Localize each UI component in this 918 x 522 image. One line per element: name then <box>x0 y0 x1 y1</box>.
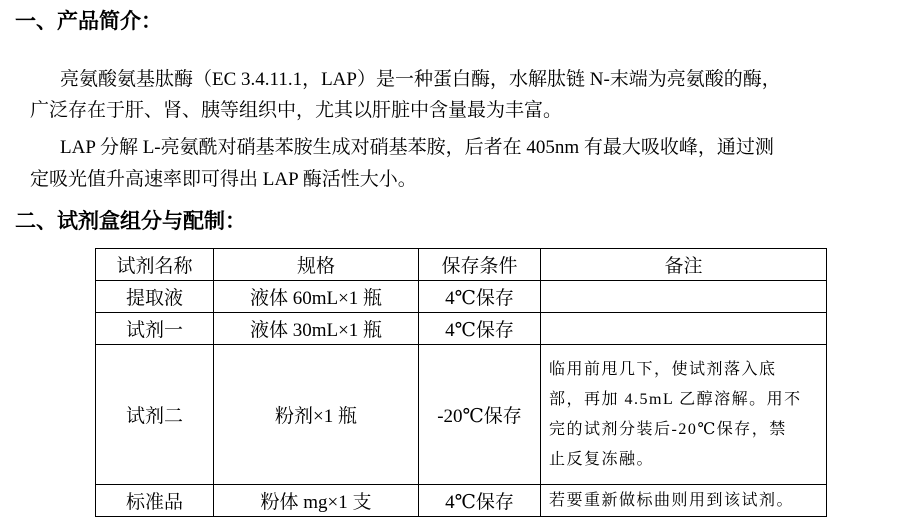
table-cell-spec: 粉体 mg×1 支 <box>214 485 419 517</box>
intro-paragraph-line: 定吸光值升高速率即可得出 LAP 酶活性大小。 <box>30 169 417 190</box>
note-line: 若要重新做标曲则用到该试剂。 <box>549 491 795 509</box>
table-header-name: 试剂名称 <box>96 249 214 281</box>
section-heading-intro: 一、产品简介： <box>15 9 162 33</box>
table-cell-storage: -20℃保存 <box>419 345 541 485</box>
table-cell-storage: 4℃保存 <box>419 485 541 517</box>
table-cell-note <box>541 313 827 345</box>
table-header-note: 备注 <box>541 249 827 281</box>
table-header-spec: 规格 <box>214 249 419 281</box>
table-header-row <box>96 249 827 281</box>
table-row <box>96 281 827 313</box>
intro-paragraph-line: 亮氨酸氨基肽酶（EC 3.4.11.1，LAP）是一种蛋白酶，水解肽链 N-末端为亮氨酸的酶， <box>60 69 781 90</box>
table-cell-note <box>541 281 827 313</box>
note-line: 完的试剂分装后-20℃保存，禁 <box>549 420 787 438</box>
note-line: 止反复冻融。 <box>549 450 655 468</box>
intro-paragraph-line: 广泛存在于肝、肾、胰等组织中，尤其以肝脏中含量最为丰富。 <box>30 100 563 121</box>
table-cell-name: 提取液 <box>96 281 214 313</box>
table-header-storage: 保存条件 <box>419 249 541 281</box>
table-cell-storage: 4℃保存 <box>419 281 541 313</box>
table-row <box>96 313 827 345</box>
table-row <box>96 485 827 517</box>
note-line: 临用前甩几下，使试剂落入底 <box>549 360 777 378</box>
table-cell-name: 标准品 <box>96 485 214 517</box>
table-cell-spec: 液体 30mL×1 瓶 <box>214 313 419 345</box>
kit-components-table <box>95 248 827 517</box>
table-cell-name: 试剂一 <box>96 313 214 345</box>
table-cell-storage: 4℃保存 <box>419 313 541 345</box>
intro-paragraph-line: LAP 分解 L-亮氨酰对硝基苯胺生成对硝基苯胺，后者在 405nm 有最大吸收峰，通过测 <box>60 137 774 158</box>
section-heading-kit-components: 二、试剂盒组分与配制： <box>15 209 246 233</box>
table-cell-spec: 液体 60mL×1 瓶 <box>214 281 419 313</box>
note-line: 部，再加 4.5mL 乙醇溶解。用不 <box>549 390 802 408</box>
table-cell-note <box>541 345 827 485</box>
table-cell-name: 试剂二 <box>96 345 214 485</box>
table-cell-spec: 粉剂×1 瓶 <box>214 345 419 485</box>
table-cell-note <box>541 485 827 517</box>
table-row <box>96 345 827 485</box>
